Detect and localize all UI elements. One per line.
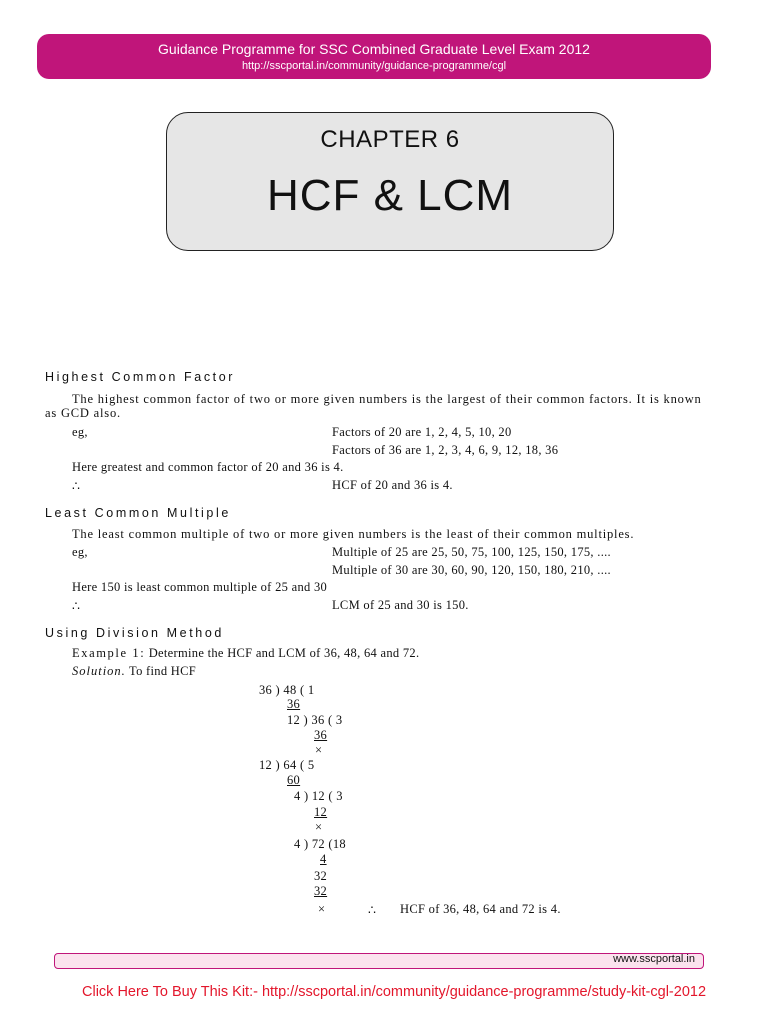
division-step: 32 bbox=[314, 884, 328, 898]
header-url[interactable]: http://sscportal.in/community/guidance-programme/cgl bbox=[241, 60, 507, 72]
chapter-title: HCF & LCM bbox=[266, 171, 514, 220]
division-heading: Using Division Method bbox=[45, 626, 224, 640]
division-step: × bbox=[315, 743, 323, 757]
division-step: × bbox=[318, 902, 326, 916]
example-line bbox=[72, 646, 419, 661]
lcm-multiples-30: Multiple of 30 are 30, 60, 90, 120, 150, 180, 210, .... bbox=[332, 563, 611, 577]
lcm-result: LCM of 25 and 30 is 150. bbox=[332, 598, 469, 612]
division-step: 60 bbox=[287, 773, 301, 787]
division-step: 4 ) 12 ( 3 bbox=[294, 789, 343, 803]
solution-text: To find HCF bbox=[129, 664, 197, 678]
division-step: × bbox=[315, 820, 323, 834]
division-step: 4 bbox=[320, 852, 327, 866]
chapter-box bbox=[166, 112, 614, 251]
therefore-symbol: ∴ bbox=[72, 599, 81, 613]
division-step: 36 bbox=[314, 728, 328, 742]
hcf-heading: Highest Common Factor bbox=[45, 370, 236, 384]
example-label: Example 1: bbox=[72, 646, 146, 660]
hcf-factors-20: Factors of 20 are 1, 2, 4, 5, 10, 20 bbox=[332, 425, 512, 439]
division-step: 12 ) 64 ( 5 bbox=[259, 758, 315, 772]
division-step: 36 bbox=[287, 697, 301, 711]
solution-label: Solution. bbox=[72, 664, 126, 678]
lcm-multiples-25: Multiple of 25 are 25, 50, 75, 100, 125, 150, 175, .... bbox=[332, 545, 611, 559]
division-result: HCF of 36, 48, 64 and 72 is 4. bbox=[400, 902, 561, 916]
division-step: 12 bbox=[314, 805, 328, 819]
division-step: 4 ) 72 (18 bbox=[294, 837, 346, 851]
lcm-definition: The least common multiple of two or more given numbers is the least of their common multiples. bbox=[72, 527, 635, 541]
division-step: 36 ) 48 ( 1 bbox=[259, 683, 315, 697]
solution-line bbox=[72, 664, 196, 679]
therefore-symbol: ∴ bbox=[368, 903, 377, 917]
lcm-here: Here 150 is least common multiple of 25 and 30 bbox=[72, 580, 328, 594]
division-step: 32 bbox=[314, 869, 328, 883]
footer-bar bbox=[54, 953, 704, 969]
hcf-result: HCF of 20 and 36 is 4. bbox=[332, 478, 453, 492]
lcm-eg: eg, bbox=[72, 545, 88, 559]
header-title: Guidance Programme for SSC Combined Graduate Level Exam 2012 bbox=[158, 41, 590, 57]
buy-kit-link[interactable]: Click Here To Buy This Kit:- http://sscportal.in/community/guidance-programme/study-kit-cgl-2012 bbox=[82, 984, 707, 1000]
footer-site[interactable]: www.sscportal.in bbox=[613, 953, 695, 965]
header-banner bbox=[37, 34, 711, 79]
hcf-definition-line2: as GCD also. bbox=[45, 406, 121, 420]
hcf-factors-36: Factors of 36 are 1, 2, 3, 4, 6, 9, 12, 18, 36 bbox=[332, 443, 559, 457]
chapter-label: CHAPTER 6 bbox=[320, 126, 460, 153]
therefore-symbol: ∴ bbox=[72, 479, 81, 493]
hcf-here: Here greatest and common factor of 20 and 36 is 4. bbox=[72, 460, 344, 474]
hcf-definition-line1: The highest common factor of two or more given numbers is the largest of their common factors. It is known bbox=[72, 392, 702, 406]
division-step: 12 ) 36 ( 3 bbox=[287, 713, 343, 727]
lcm-heading: Least Common Multiple bbox=[45, 506, 231, 520]
example-text: Determine the HCF and LCM of 36, 48, 64 and 72. bbox=[148, 646, 420, 660]
hcf-eg: eg, bbox=[72, 425, 88, 439]
